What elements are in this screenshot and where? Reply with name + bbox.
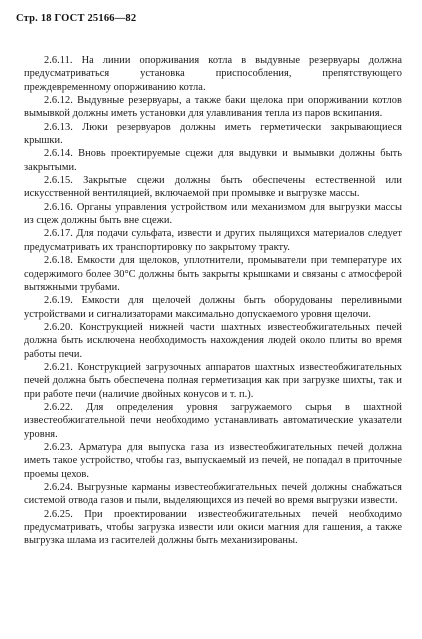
paragraph-2-6-21: 2.6.21. Конструкцией загрузочных аппаратов шахтных известеобжигательных печей должна быть обеспечена полная герметизация как при загрузке шихты, так и при работе печи (наличие двойных конусов и т. п.). — [24, 361, 402, 400]
paragraph-2-6-12: 2.6.12. Выдувные резервуары, а также баки щелока при опорживании котлов вымывкой должны иметь установки для улавливания тепла из паров вскипания. — [24, 95, 402, 120]
paragraph-2-6-18: 2.6.18. Емкости для щелоков, уплотнители, промыватели при температуре их содержимого более 30°С должны быть закрыты крышками и связаны с атмосферой вытяжными трубами. — [24, 255, 402, 293]
page-header: Стр. 18 ГОСТ 25166—82 — [16, 13, 137, 24]
paragraph-2-6-19: 2.6.19. Емкости для щелочей должны быть оборудованы переливными устройствами и сигнализаторами максимально допускаемого уровня щелочи. — [24, 295, 402, 320]
paragraph-2-6-20: 2.6.20. Конструкцией нижней части шахтных известеобжигательных печей должна быть исключена необходимость нахождения людей около плиты во время работы печи. — [24, 321, 402, 360]
paragraph-2-6-11: 2.6.11. На линии опорживания котла в выдувные резервуары должна предусматриваться установка приспособления, препятствующего преждевременному опорживанию котла. — [24, 55, 402, 93]
document-body — [24, 54, 402, 548]
paragraph-2-6-13: 2.6.13. Люки резервуаров должны иметь герметически закрывающиеся крышки. — [24, 121, 402, 147]
paragraph-2-6-22: 2.6.22. Для определения уровня загружаемого сырья в шахтной известеобжигательной печи необходимо устанавливать автоматические указатели уровня. — [24, 401, 402, 440]
paragraph-2-6-15: 2.6.15. Закрытые сцежи должны быть обеспечены естественной или искусственной вентиляцией, включаемой при промывке и выгрузке массы. — [24, 175, 402, 200]
paragraph-2-6-16: 2.6.16. Органы управления устройством или механизмом для выгрузки массы из сцеж должны быть вне сцежи. — [24, 201, 402, 227]
paragraph-2-6-24: 2.6.24. Выгрузные карманы известеобжигательных печей должны снабжаться системой отвода газов и пыли, выделяющихся из печей во время выгрузки извести. — [24, 482, 402, 507]
paragraph-2-6-14: 2.6.14. Вновь проектируемые сцежи для выдувки и вымывки должны быть закрытыми. — [24, 148, 402, 173]
paragraph-2-6-17: 2.6.17. Для подачи сульфата, извести и других пылящихся материалов следует предусматривать их транспортировку по закрытому тракту. — [24, 228, 402, 253]
paragraph-2-6-25: 2.6.25. При проектировании известеобжигательных печей необходимо предусматривать, чтобы загрузка извести или окиси магния для гашения, а также выгрузка шлама из гасителей должны быть механизированы. — [24, 508, 402, 547]
paragraph-2-6-23: 2.6.23. Арматура для выпуска газа из известеобжигательных печей должна иметь такое устройство, чтобы газ, выпускаемый из печей, не попадал в приточные проемы цехов. — [24, 441, 402, 480]
